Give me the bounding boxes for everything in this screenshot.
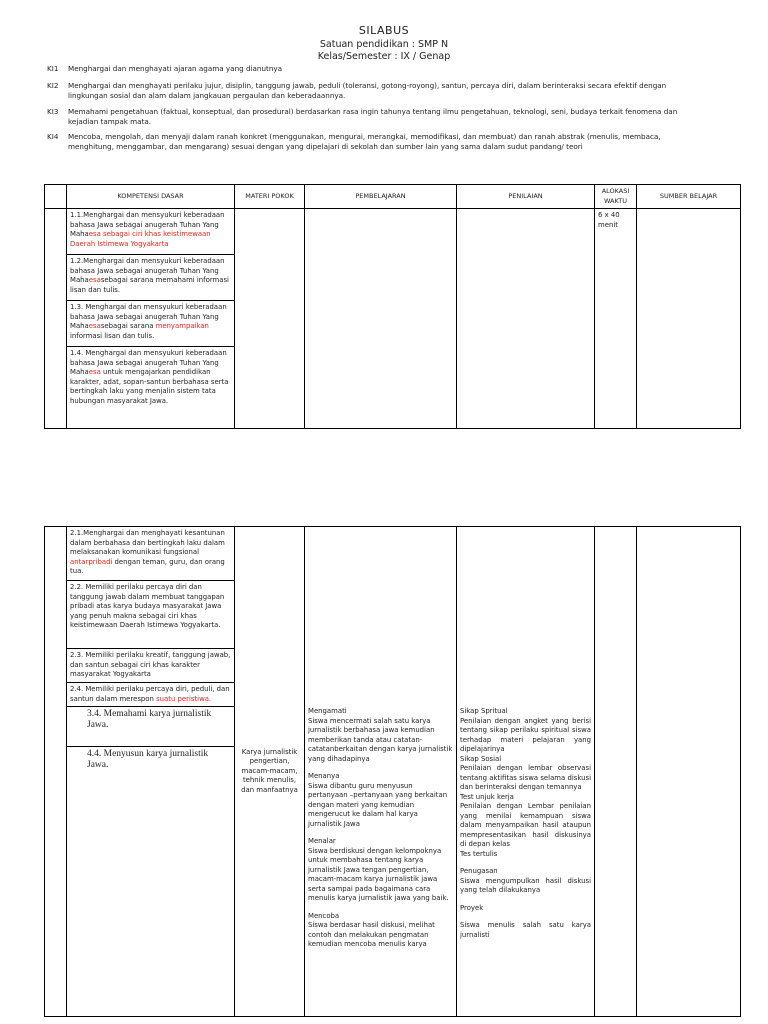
- materi-pokok-cell: [235, 527, 305, 1017]
- col-penilaian: PENILAIAN: [457, 185, 595, 209]
- step-menalar: Menalar: [308, 837, 336, 845]
- kd-2-2: 2.2. Memiliki perilaku percaya diri dan tanggung jawab dalam membuat tanggapan pribadi atas karya budaya masyarakat Jawa yang penuh makna sebagai ciri khas keistimewaan Daerah Istimewa Yogyakarta.: [67, 581, 235, 649]
- step-mencoba: Mencoba: [308, 911, 340, 920]
- no-cell: [45, 527, 67, 1017]
- step-mengamati: Mengamati: [308, 707, 347, 715]
- sumber-cell: [637, 527, 741, 1017]
- kd-2-4: 2.4. Memiliki perilaku percaya diri, peduli, dan santun dalam merespon suatu peristiwa.: [67, 683, 235, 707]
- alokasi-waktu-value: 6 x 40 menit: [595, 209, 637, 429]
- penilaian-heading: Test unjuk kerja: [460, 792, 514, 801]
- kd-1-2: 1.2.Menghargai dan mensyukuri keberadaan bahasa Jawa sebagai anugerah Tuhan Yang Mahaesasebagai sarana memahami informasi lisan dan tulis.: [67, 255, 235, 301]
- kelas-semester: Kelas/Semester : IX / Genap: [317, 51, 451, 62]
- pembelajaran-cell: [305, 209, 457, 429]
- penilaian-text: Penilaian dengan angket yang berisi tentang sikap perilaku spiritual siswa terhadap materi pelajaran yang dipelajarinya: [460, 716, 591, 753]
- penilaian-heading: Sikap Sosial: [460, 754, 502, 763]
- page-title: SILABUS: [358, 24, 410, 37]
- materi-pokok-text: Karya jurnalistik pengertian, macam-macam, tehnik menulis, dan manfaatnya: [241, 747, 298, 794]
- penilaian-heading: Tes tertulis: [460, 849, 498, 858]
- kd-1-3: 1.3. Menghargai dan mensyukuri keberadaan bahasa Jawa sebagai anugerah Tuhan Yang Mahaesasebagai sarana menyampaikan informasi lisan dan tulis.: [67, 301, 235, 347]
- penilaian-text: Penilaian dengan Lembar penilaian yang menilai kemampuan siswa dalam menyampaikan hasil ataupun mempresentasikan hasil diskusinya di depan kelas: [460, 802, 591, 848]
- step-text: Siswa berdiskusi dengan kelompoknya untuk membahasa tentang karya jurnalistik Jawa tengan pengertian, macam-macam karya jurnalistik jawa serta sampai pada bagaimana cara menulis karya jurnalistik jawa yang baik.: [308, 846, 449, 902]
- penilaian-cell: [457, 209, 595, 429]
- step-text: Siswa berdasar hasil diskusi, melihat contoh dan melakukan pengmatan kemudian mencoba menulis karya: [308, 921, 435, 948]
- penilaian-text: Penilaian dengan lembar observasi tentang aktifitas siswa selama diskusi dan berinteraksi dengan temannya: [460, 764, 591, 791]
- penilaian-text: Siswa menulis salah satu karya jurnalisti: [460, 921, 591, 939]
- step-text: Siswa dibantu guru menyusun pertanyaan –pertanyaan yang berkaitan dengan materi yang kemudian mengerucut ke dalam hal karya jurnalistik Jawa: [308, 781, 448, 828]
- ki-code: KI4: [47, 132, 59, 141]
- col-sumber-belajar: SUMBER BELAJAR: [637, 185, 741, 209]
- satuan-pendidikan: Satuan pendidikan : SMP N: [319, 39, 449, 50]
- ki-code: KI1: [47, 64, 59, 73]
- kd-4-4: 4.4. Menyusun karya jurnalistik Jawa.: [67, 747, 235, 1017]
- penilaian-text: Siswa mengumpulkan hasil diskusi yang telah dilakukanya: [460, 876, 591, 894]
- step-menanya: Menanya: [308, 772, 340, 780]
- no-cell: [45, 209, 67, 429]
- syllabus-table-1: [44, 184, 741, 429]
- ki-code: KI3: [47, 107, 59, 116]
- sumber-cell: [637, 209, 741, 429]
- step-text: Siswa mencermati salah satu karya jurnalistik berbahasa jawa kemudian memberikan tanda atau catatan-catatanberkaitan dengan karya jurnalistik yang dihadapinya: [308, 716, 453, 763]
- ki-text: Mencoba, mengolah, dan menyaji dalam ranah konkret (menggunakan, mengurai, merangkai, memodifikasi, dan membuat) dan ranah abstrak (menulis, membaca, menghitung, menggambar, dan mengarang) sesuai dengan yang dipelajari di sekolah dan sumber lain yang sama dalam sudut pandang/ teori: [68, 132, 661, 151]
- ki-code: KI2: [47, 81, 59, 90]
- penilaian-heading: Penugasan: [460, 867, 498, 875]
- penilaian-cell: [457, 527, 595, 1017]
- pembelajaran-cell: [305, 527, 457, 1017]
- syllabus-table-2: [44, 526, 741, 1017]
- col-kompetensi-dasar: KOMPETENSI DASAR: [67, 185, 235, 209]
- ki-text: Menghargai dan menghayati perilaku jujur, disiplin, tanggung jawab, peduli (toleransi, gotong-royong), santun, percaya diri, dalam berinteraksi secara efektif dengan lingkungan sosial dan alam dalam jangkauan pergaulan dan keberadaannya.: [68, 81, 667, 100]
- materi-cell: [235, 209, 305, 429]
- kd-2-3: 2.3. Memiliki perilaku kreatif, tanggung jawab, dan santun sebagai ciri khas karakter masyarakat Yogyakarta: [67, 649, 235, 683]
- ki-text: Memahami pengetahuan (faktual, konseptual, dan prosedural) berdasarkan rasa ingin tahunya tentang ilmu pengetahuan, teknologi, seni, budaya terkait fenomena dan kejadian tampak mata.: [68, 107, 678, 126]
- penilaian-heading: Sikap Spritual: [460, 707, 508, 715]
- col-alokasi-waktu: ALOKASI WAKTU: [595, 185, 637, 209]
- penilaian-heading: Proyek: [460, 903, 484, 912]
- ki-text: Menghargai dan menghayati ajaran agama yang dianutnya: [68, 64, 283, 73]
- col-materi-pokok: MATERI POKOK: [235, 185, 305, 209]
- col-no: [45, 185, 67, 209]
- kd-1-4: 1.4. Menghargai dan mensyukuri keberadaan bahasa Jawa sebagai anugerah Tuhan Yang Mahaesa untuk mengajarkan pendidikan karakter, adat, sopan-santun berbahasa serta bertingkah laku yang menjalin sistem tata hubungan masyarakat Jawa.: [67, 347, 235, 429]
- col-pembelajaran: PEMBELAJARAN: [305, 185, 457, 209]
- kd-3-4: 3.4. Memahami karya jurnalistik Jawa.: [67, 707, 235, 747]
- kd-1-1: 1.1.Menghargai dan mensyukuri keberadaan bahasa Jawa sebagai anugerah Tuhan Yang Mahaesa sebagai ciri khas keistimewaan Daerah Istimewa Yogyakarta: [67, 209, 235, 255]
- kd-2-1: 2.1.Menghargai dan menghayati kesantunan dalam berbahasa dan bertingkah laku dalam melaksanakan komunikasi fungsional antarpribadi dengan teman, guru, dan orang tua.: [67, 527, 235, 581]
- alokasi-cell: [595, 527, 637, 1017]
